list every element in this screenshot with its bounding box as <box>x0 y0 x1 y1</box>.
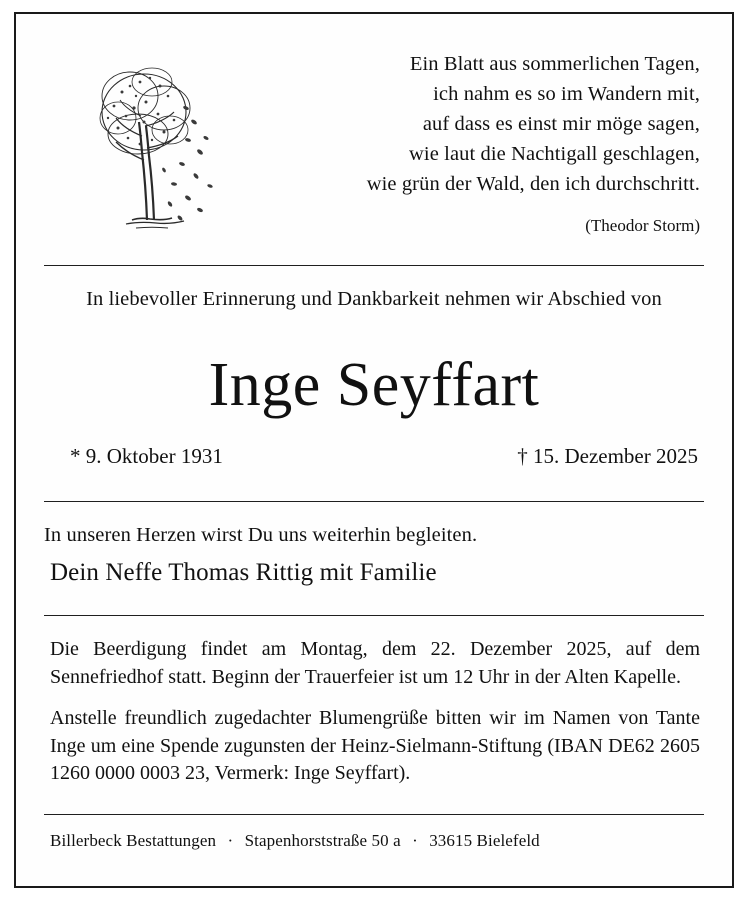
windswept-tree-illustration <box>44 48 254 237</box>
obituary-card <box>14 12 734 888</box>
poem-line: wie grün der Wald, den ich durchschritt. <box>366 172 700 195</box>
donation-paragraph: Anstelle freundlich zugedachter Blumengrüße bitten wir im Namen von Tante Inge um eine Spende zugunsten der Heinz-Sielmann-Stiftung (IBAN DE62 2605 1260 0000 0003 23, Vermerk: Inge Seyffart). <box>50 707 700 785</box>
footer-separator: · <box>227 831 234 851</box>
funeral-home-footer <box>44 831 704 851</box>
funeral-details <box>44 636 704 788</box>
funeral-paragraph: Die Beerdigung findet am Montag, dem 22. Dezember 2025, auf dem Sennefriedhof statt. Beginn der Trauerfeier ist um 12 Uhr in der Alten Kapelle. <box>50 638 700 688</box>
life-dates <box>44 444 704 469</box>
intro-text: In liebevoller Erinnerung und Dankbarkeit nehmen wir Abschied von <box>86 288 662 310</box>
divider <box>44 265 704 266</box>
footer-separator: · <box>412 831 418 851</box>
poem-block <box>254 48 704 236</box>
divider <box>44 814 704 815</box>
poem-line: auf dass es einst mir möge sagen, <box>422 112 700 135</box>
funeral-home-name: Billerbeck Bestattungen <box>50 831 217 851</box>
header-block <box>44 48 704 237</box>
family-text: Dein Neffe Thomas Rittig mit Familie <box>50 559 437 587</box>
funeral-home-street: Stapenhorststraße 50 a <box>244 831 401 851</box>
birth-date: * 9. Oktober 1931 <box>70 444 223 469</box>
poem-author: (Theodor Storm) <box>585 215 700 235</box>
poem-line: ich nahm es so im Wandern mit, <box>433 82 700 105</box>
divider <box>44 615 704 616</box>
poem-line: Ein Blatt aus sommerlichen Tagen, <box>409 53 700 75</box>
memory-text: In unseren Herzen wirst Du uns weiterhin begleiten. <box>44 524 478 547</box>
funeral-home-city: 33615 Bielefeld <box>429 831 540 851</box>
tree-icon <box>74 52 224 237</box>
divider <box>44 501 704 502</box>
poem-line: wie laut die Nachtigall geschlagen, <box>409 142 700 165</box>
death-date: † 15. Dezember 2025 <box>517 444 698 469</box>
deceased-name: Inge Seyffart <box>208 351 540 419</box>
